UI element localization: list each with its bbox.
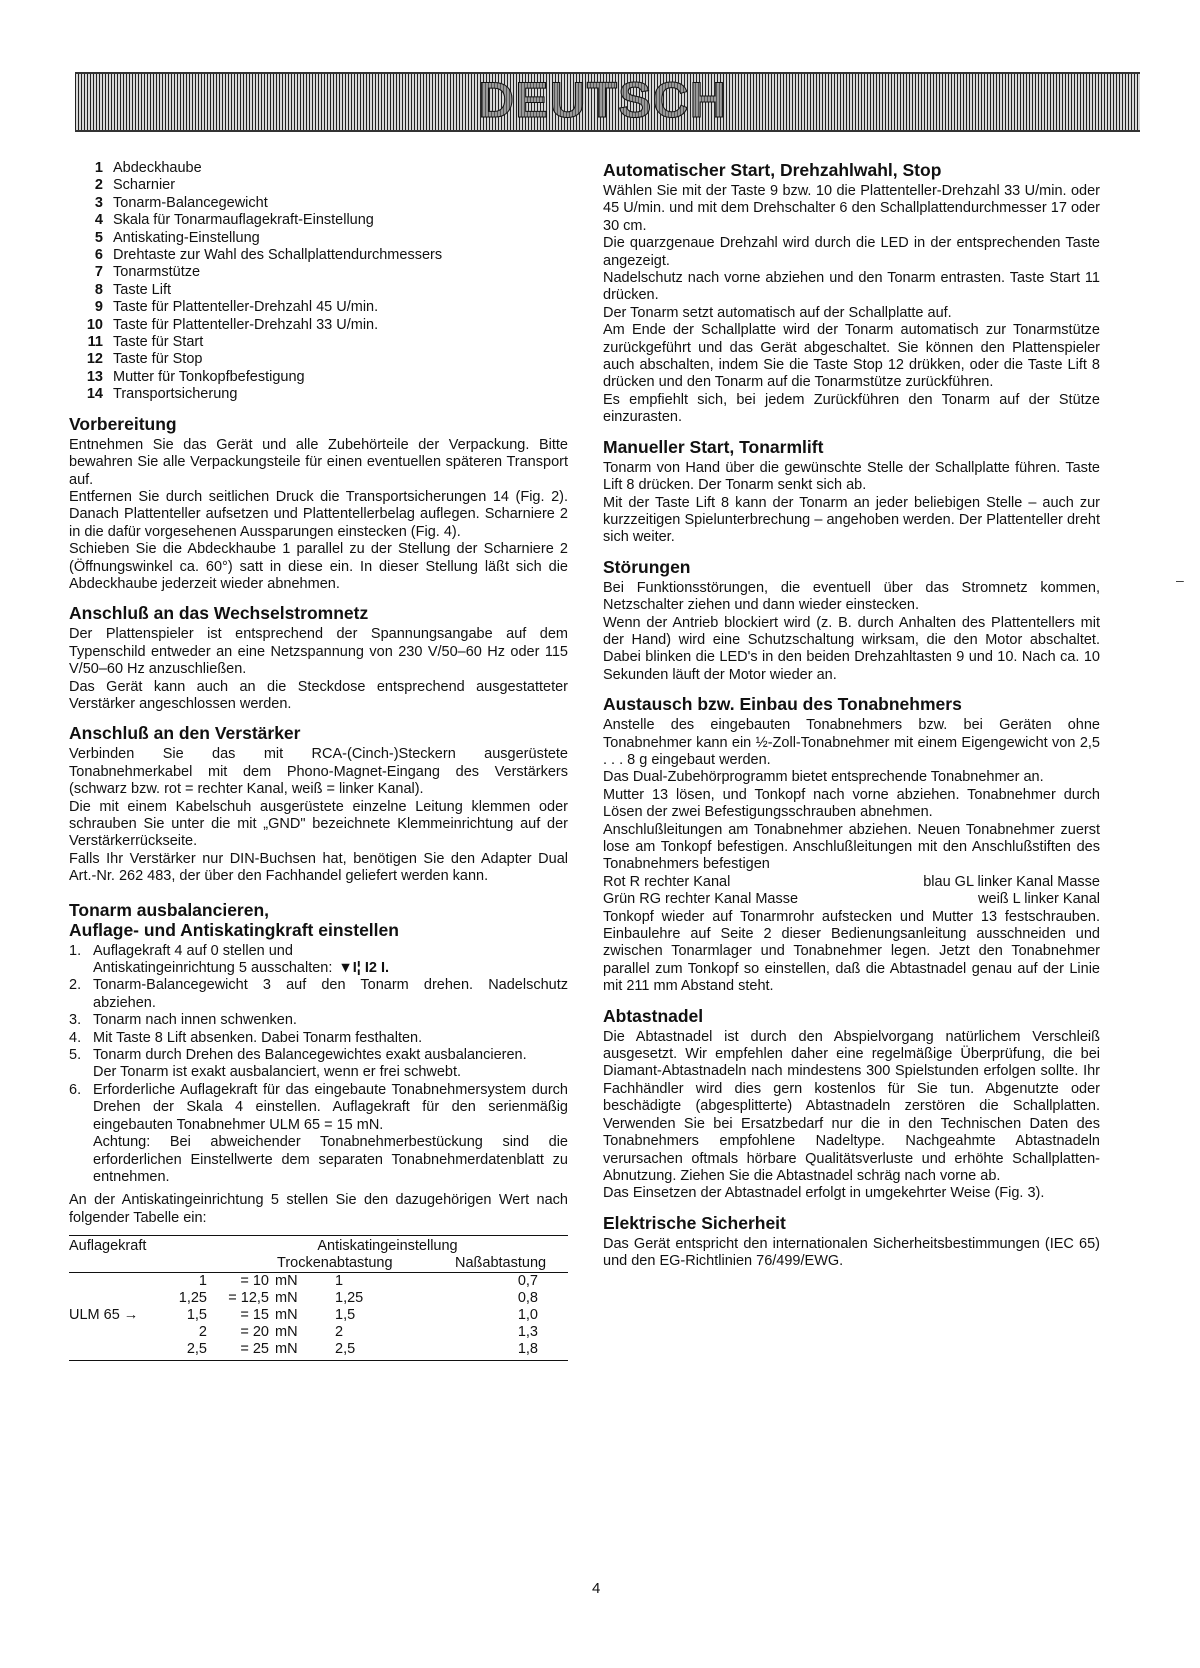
wire-assignment: Rot R rechter Kanal blau GL linker Kanal Masse Grün RG rechter Kanal Masse weiß L linker Kanal bbox=[603, 873, 1100, 908]
paragraph: An der Antiskatingeinrichtung 5 stellen Sie den dazugehörigen Wert nach folgender Tabelle ein: bbox=[69, 1192, 568, 1226]
list-item: 2 Scharnier bbox=[94, 177, 176, 194]
right-column bbox=[603, 160, 1100, 1271]
paragraph: Das Gerät entspricht den internationalen Sicherheitsbestimmungen (IEC 65) und den EG-Richtlinien 76/499/EWG. bbox=[603, 1235, 1100, 1270]
paragraph: Die Abtastnadel ist durch den Abspielvorgang natürlichem Verschleiß ausgesetzt. Wir empfehlen daher eine regelmäßige Überprüfung, die bei Diamant-Abtastnadeln nach mindestens 300 Spielstunden erfolgen sollte. Ihr Fachhändler wird dies gern kostenlos für Sie tun. Abgenutzte oder beschädigte (abgesplitterte) Abtastnadeln zerstören die Schallplatten. Verwenden Sie bei Ersatzbedarf nur die in den Technischen Daten des Tonabnehmers empfohlene Nadeltype. Nachgeahmte Abtastnadeln verursachen oftmals hörbare Qualitätsverluste und erhöhte Schallplatten-Abnutzung. Ziehen Sie die Abtastnadel schräg nach vorne ab. bbox=[603, 1028, 1100, 1184]
paragraph: Falls Ihr Verstärker nur DIN-Buchsen hat, benötigen Sie den Adapter Dual Art.-Nr. 262 483, der über den Fachhandel geliefert werden kann. bbox=[69, 850, 568, 885]
list-item: 7 Tonarmstütze bbox=[94, 264, 201, 281]
list-item: 5 Antiskating-Einstellung bbox=[94, 229, 260, 246]
paragraph: Schieben Sie die Abdeckhaube 1 parallel zu der Stellung der Scharniere 2 (Öffnungswinkel ca. 60°) satt in diese ein. In dieser Stellung läßt sich die Abdeckhaube jederzeit wieder abnehmen. bbox=[69, 541, 568, 592]
page-number: 4 bbox=[592, 1580, 601, 1597]
paragraph: Das Dual-Zubehörprogramm bietet entsprechende Tonabnehmer an. bbox=[603, 769, 1044, 786]
table-header: Naßabtastung bbox=[455, 1255, 568, 1273]
parts-list bbox=[69, 160, 568, 404]
table-row: 1 = 10 mN 1 0,7 bbox=[198, 1273, 538, 1290]
paragraph: Das Gerät kann auch an die Steckdose entsprechend ausgestatteter Verstärker angeschlossen werden. bbox=[69, 678, 568, 712]
paragraph: Tonarm von Hand über die gewünschte Stelle der Schallplatte führen. Taste Lift 8 drücken. Der Tonarm senkt sich ab. bbox=[603, 459, 1100, 494]
table-header: Trockenabtastung bbox=[269, 1255, 455, 1273]
list-item: 3. Tonarm nach innen schwenken. bbox=[69, 1012, 297, 1029]
margin-mark: – bbox=[1176, 572, 1184, 588]
paragraph: Verbinden Sie das mit RCA-(Cinch-)Steckern ausgerüstete Tonabnehmerkabel mit dem Phono-Magnet-Eingang des Verstärkers (schwarz bzw. rot = rechter Kanal, weiß = linker Kanal). bbox=[69, 746, 568, 798]
section-heading-abtastnadel: Abtastnadel bbox=[603, 1005, 704, 1026]
list-item: 3 Tonarm-Balancegewicht bbox=[94, 194, 268, 211]
table-header: Auflagekraft bbox=[69, 1236, 207, 1256]
list-item: 8 Taste Lift bbox=[94, 281, 172, 298]
section-heading-automatik: Automatischer Start, Drehzahlwahl, Stop bbox=[603, 160, 942, 180]
paragraph: Die mit einem Kabelschuh ausgerüstete einzelne Leitung klemmen oder schrauben Sie unter die mit „GND" bezeichnete Klemmeinrichtung auf der Verstärkerrückseite. bbox=[69, 798, 568, 850]
paragraph: Tonkopf wieder auf Tonarmrohr aufstecken und Mutter 13 festschrauben. Einbaulehre auf Seite 2 dieser Bedienungsanleitung ausschneiden und zwischen Tonarmlager und Tonabnehmer legen. Jetzt den Tonabnehmer parallel zum Tonkopf so einstellen, daß die Abtastnadel genau auf der Linie mit 211 mm Abstand steht. bbox=[603, 908, 1100, 995]
list-item: 13 Mutter für Tonkopfbefestigung bbox=[86, 368, 305, 385]
antiskating-table bbox=[69, 1235, 568, 1361]
table-header: Antiskatingeinstellung bbox=[207, 1236, 568, 1256]
table-row: 2,5 = 25 mN 2,5 1,8 bbox=[69, 1341, 568, 1361]
list-item: 6. Erforderliche Auflagekraft für das eingebaute Tonabnehmersystem durch Drehen der Skala 4 einstellen. Auflagekraft für den serienmäßig eingebauten Tonabnehmer ULM 65 = 15 mN. Achtung: Bei abweichender Tonabnehmerbestückung sind die erforderlichen Einstellwerte dem separaten Tonabnehmerdatenblatt zu entnehmen. bbox=[69, 1081, 568, 1185]
table-row: 2 = 20 mN 2 1,3 bbox=[198, 1324, 538, 1341]
paragraph: Am Ende der Schallplatte wird der Tonarm automatisch zur Tonarmstütze zurückgeführt und das Gerät abgeschaltet. Sie können den Plattenspieler auch abschalten, indem Sie die Taste Stop 12 drükken, oder die Taste Lift 8 drücken und den Tonarm auf die Tonarmstütze zurückführen. bbox=[603, 322, 1100, 391]
list-item: 12 Taste für Stop bbox=[86, 351, 203, 368]
paragraph: Wenn der Antrieb blockiert wird (z. B. durch Anhalten des Plattentellers mit der Hand) wird eine Schutzschaltung wirksam, die den Motor abschaltet. Dabei blinken die LED's in den beiden Drehzahltasten 9 und 10. Nach ca. 10 Sekunden läuft der Motor wieder an. bbox=[603, 614, 1100, 683]
list-item: 1. Auflagekraft 4 auf 0 stellen und Antiskatingeinrichtung 5 ausschalten: ▼I¦ I2 I. bbox=[69, 942, 390, 977]
list-item: 4 Skala für Tonarmauflagekraft-Einstellung bbox=[94, 212, 374, 229]
paragraph: Anstelle des eingebauten Tonabnehmers bzw. bei Geräten ohne Tonabnehmer kann ein ½-Zoll-Tonabnehmer mit einem Eigengewicht von 2,5 . . . 8 g eingebaut werden. bbox=[603, 717, 1100, 768]
section-heading-stoerungen: Störungen bbox=[603, 556, 691, 577]
paragraph: Anschlußleitungen am Tonabnehmer abziehen. Neuen Tonabnehmer zuerst lose am Tonkopf befestigen. Anschlußleitungen mit den Anschlußstiften des Tonabnehmers befestigen bbox=[603, 821, 1100, 873]
steps-list bbox=[69, 943, 568, 1187]
list-item: 5. Tonarm durch Drehen des Balancegewichtes exakt ausbalancieren. Der Tonarm ist exakt ausbalanciert, wenn er frei schwebt. bbox=[69, 1047, 527, 1081]
section-heading-sicherheit: Elektrische Sicherheit bbox=[603, 1212, 786, 1233]
table-row: 1,25 = 12,5 mN 1,25 0,8 bbox=[178, 1290, 538, 1307]
paragraph: Wählen Sie mit der Taste 9 bzw. 10 die Plattenteller-Drehzahl 33 U/min. oder 45 U/min. und mit dem Drehschalter 6 den Schallplattendurchmesser 17 oder 30 cm. bbox=[603, 183, 1100, 234]
section-heading-vorbereitung: Vorbereitung bbox=[69, 413, 177, 434]
list-item: 6 Drehtaste zur Wahl des Schallplattendurchmessers bbox=[94, 247, 443, 264]
paragraph: Der Tonarm setzt automatisch auf der Schallplatte auf. bbox=[603, 304, 952, 321]
list-item: 4. Mit Taste 8 Lift absenken. Dabei Tonarm festhalten. bbox=[69, 1029, 423, 1046]
paragraph: Der Plattenspieler ist entsprechend der Spannungsangabe auf dem Typenschild entweder an eine Netzspannung von 230 V/50–60 Hz oder 115 V/50–60 Hz anzuschließen. bbox=[69, 626, 568, 678]
section-heading-tonarm-line2: Auflage- und Antiskatingkraft einstellen bbox=[69, 919, 399, 940]
paragraph: Entfernen Sie durch seitlichen Druck die Transportsicherungen 14 (Fig. 2). Danach Plattenteller aufsetzen und Plattentellerbelag auflegen. Scharniere 2 in die dafür vorgesehenen Aussparungen einstecken (Fig. 4). bbox=[69, 488, 568, 540]
banner-title: DEUTSCH bbox=[470, 74, 735, 126]
left-column bbox=[69, 160, 568, 1361]
table-row: ULM 65 → 1,5 = 15 mN 1,5 1,0 bbox=[69, 1307, 538, 1324]
section-heading-tonarm: Tonarm ausbalancieren, bbox=[69, 899, 270, 920]
paragraph: Nadelschutz nach vorne abziehen und den Tonarm entrasten. Taste Start 11 drücken. bbox=[603, 270, 1100, 304]
section-heading-verstaerker: Anschluß an den Verstärker bbox=[69, 723, 301, 744]
list-item: 14 Transportsicherung bbox=[86, 386, 238, 403]
paragraph: Es empfiehlt sich, bei jedem Zurückführen den Tonarm auf der Stütze einzurasten. bbox=[603, 391, 1100, 426]
antiskating-off-symbol: ▼I¦ I2 I. bbox=[338, 960, 390, 977]
ulm65-marker: ULM 65 → bbox=[69, 1307, 139, 1324]
list-item: 10 Taste für Plattenteller-Drehzahl 33 U/min. bbox=[86, 316, 379, 333]
paragraph: Die quarzgenaue Drehzahl wird durch die LED in der entsprechenden Taste angezeigt. bbox=[603, 235, 1100, 269]
paragraph: Mutter 13 lösen, und Tonkopf nach vorne abziehen. Tonabnehmer durch Lösen der zwei Befestigungsschrauben abnehmen. bbox=[603, 786, 1100, 821]
list-item: 1 Abdeckhaube bbox=[94, 160, 202, 176]
section-heading-manuell: Manueller Start, Tonarmlift bbox=[603, 436, 824, 457]
paragraph: Bei Funktionsstörungen, die eventuell über das Stromnetz kommen, Netzschalter ziehen und dann wieder einstecken. bbox=[603, 579, 1100, 614]
list-item: 9 Taste für Plattenteller-Drehzahl 45 U/min. bbox=[94, 299, 379, 316]
paragraph: Mit der Taste Lift 8 kann der Tonarm an jeder beliebigen Stelle – auch zur kurzzeitigen Spielunterbrechung – angehoben werden. Der Plattenteller dreht sich weiter. bbox=[603, 494, 1100, 546]
section-heading-austausch: Austausch bzw. Einbau des Tonabnehmers bbox=[603, 694, 962, 715]
list-item: 2. Tonarm-Balancegewicht 3 auf den Tonarm drehen. Nadelschutz abziehen. bbox=[69, 977, 568, 1011]
paragraph: Entnehmen Sie das Gerät und alle Zubehörteile der Verpackung. Bitte bewahren Sie alle Verpackungsteile für einen eventuellen späteren Transport auf. bbox=[69, 436, 568, 488]
section-heading-wechselstrom: Anschluß an das Wechselstromnetz bbox=[69, 603, 369, 624]
list-item: 11 Taste für Start bbox=[87, 334, 204, 351]
paragraph: Das Einsetzen der Abtastnadel erfolgt in umgekehrter Weise (Fig. 3). bbox=[603, 1185, 1045, 1202]
